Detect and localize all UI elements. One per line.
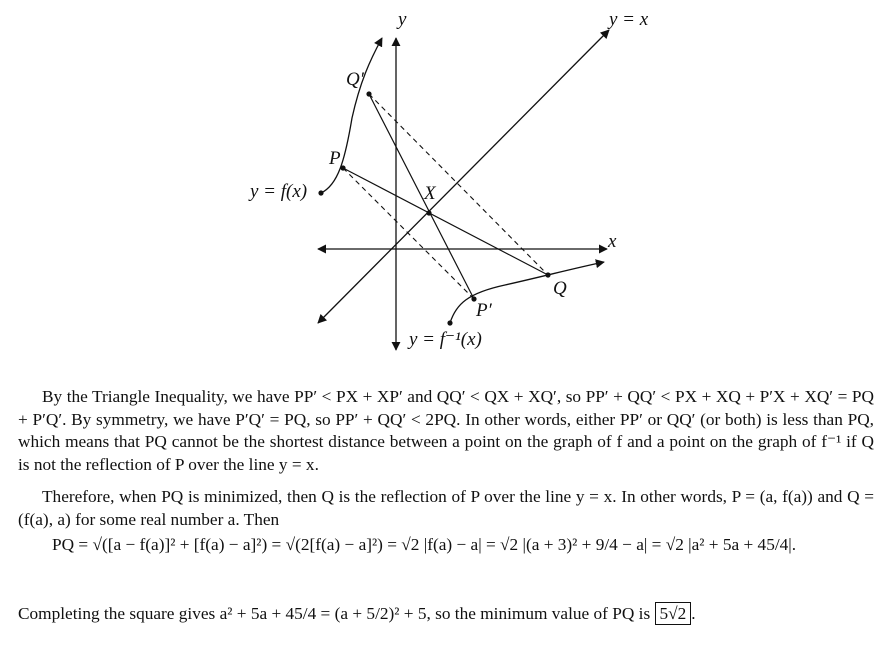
point-f-endpoint [318, 190, 323, 195]
f-curve-label: y = f(x) [250, 181, 308, 202]
final-sentence [18, 604, 696, 624]
paragraph-triangle-inequality: By the Triangle Inequality, we have PP′ < PX + XP′ and QQ′ < QX + XQ′, so PP′ + QQ′ < PX + XQ + P′X + XQ′ = PQ + P′Q′. By symmetry, we have P′Q′ = PQ, so PP′ + QQ′ < 2PQ. In other words, either PP′ or QQ′ (or both) is less than PQ, which means that PQ cannot be the shortest distance between a point on the graph of f and a point on the graph of f⁻¹ if Q is not the reflection of P over the line y = x. [18, 387, 874, 474]
point-q-label: Q [553, 278, 567, 299]
point-x [426, 210, 431, 215]
segment-pq [343, 168, 548, 275]
point-q [545, 272, 550, 277]
f-curve [321, 38, 382, 193]
point-p [340, 165, 345, 170]
point-x-label: X [424, 183, 436, 204]
final-period: . [691, 604, 696, 623]
point-finv-endpoint [447, 320, 452, 325]
segment-pp-prime [343, 168, 474, 299]
point-q-prime-label: Q′ [346, 69, 364, 90]
y-axis-label: y [398, 9, 407, 30]
point-p-prime-label: P′ [476, 300, 492, 321]
finv-curve [450, 262, 604, 323]
answer-box: 5√2 [655, 602, 692, 625]
segment-qprime-pprime [369, 94, 474, 299]
distance-equation: PQ = √([a − f(a)]² + [f(a) − a]²) = √(2[f(a) − a]²) = √2 |f(a) − a| = √2 |(a + 3)² + 9/4 − a| = √2 |a² + 5a + 45/4|. [52, 535, 797, 554]
final-text: Completing the square gives a² + 5a + 45/4 = (a + 5/2)² + 5, so the minimum value of PQ is [18, 604, 651, 623]
identity-line-label: y = x [609, 9, 649, 30]
x-axis-label: x [608, 231, 617, 252]
finv-curve-label: y = f⁻¹(x) [409, 329, 482, 350]
point-p-label: P [329, 148, 341, 169]
point-q-prime [366, 91, 371, 96]
paragraph-reflection: Therefore, when PQ is minimized, then Q is the reflection of P over the line y = x. In other words, P = (a, f(a)) and Q = (f(a), a) for some real number a. Then [18, 487, 874, 529]
